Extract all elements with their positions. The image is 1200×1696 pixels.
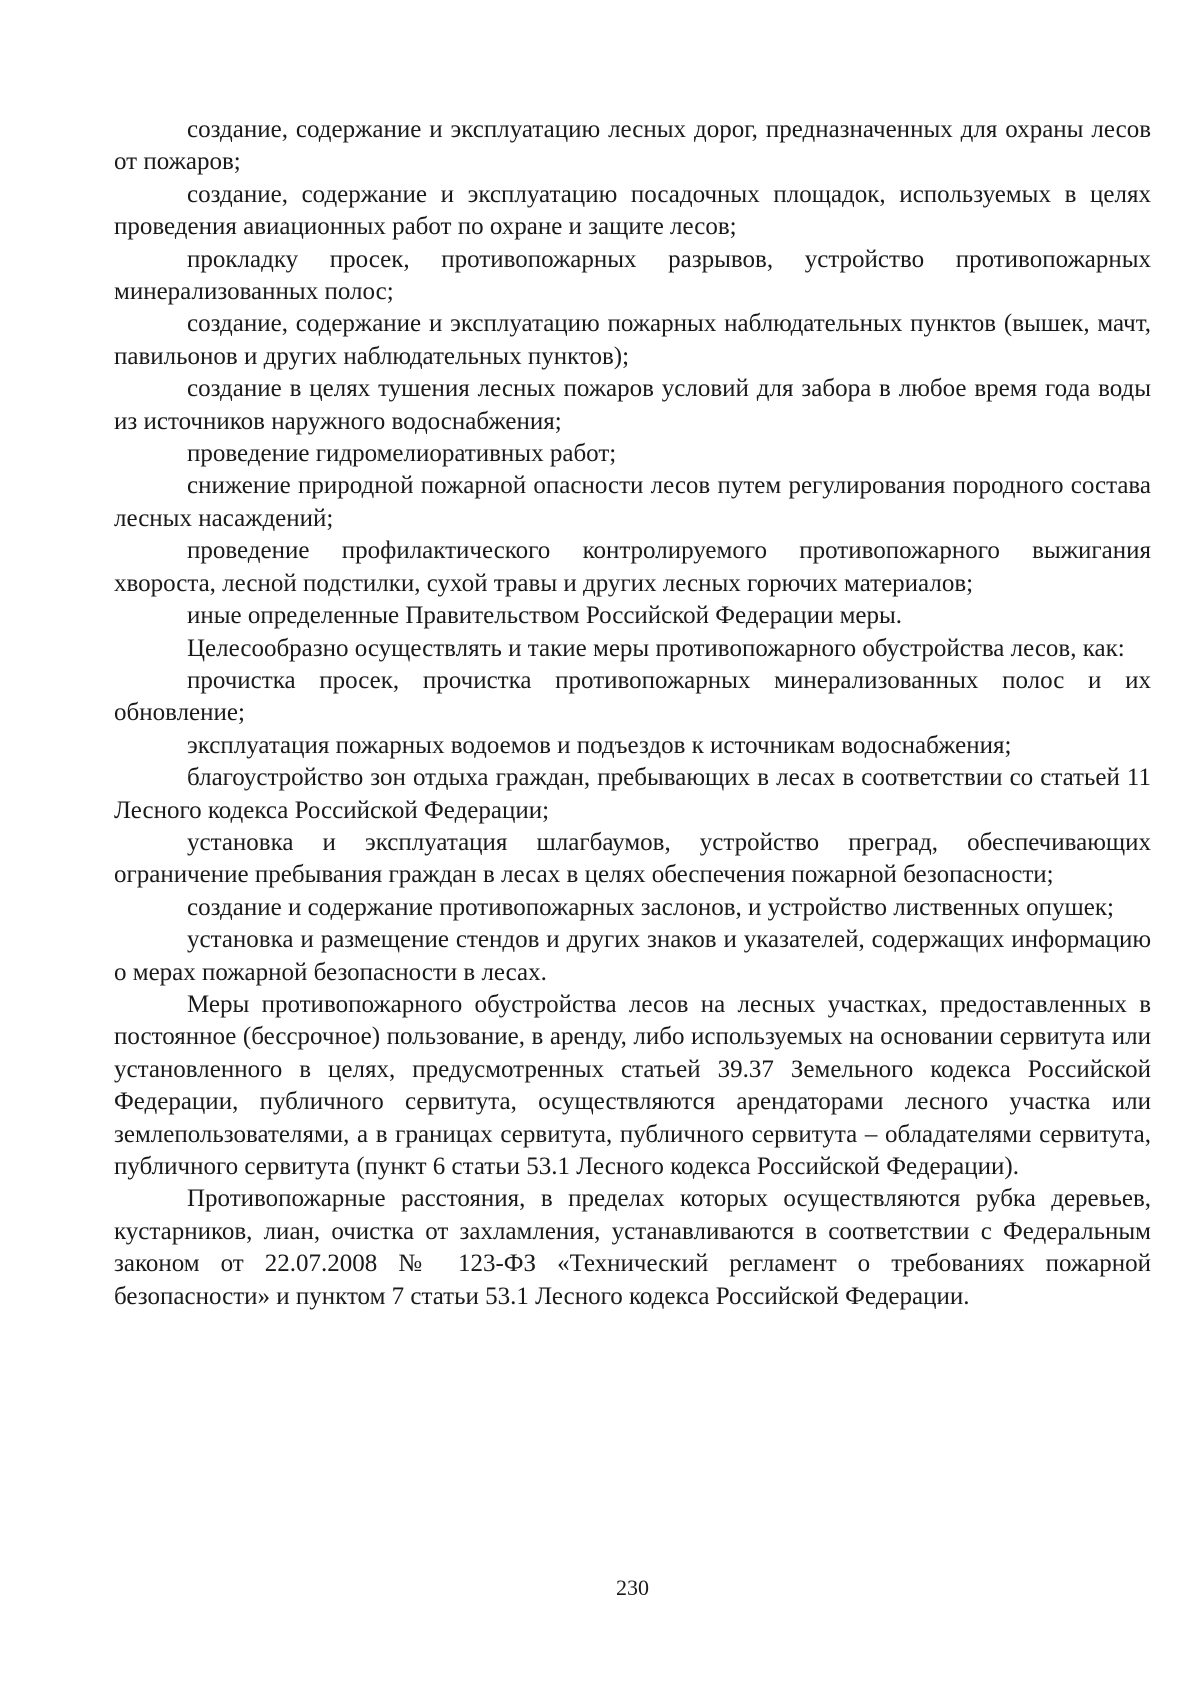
paragraph: благоустройство зон отдыха граждан, пребывающих в лесах в соответствии со статьей 11 Лесного кодекса Российской Федерации; bbox=[114, 764, 1151, 824]
paragraph: прочистка просек, прочистка противопожарных минерализованных полос и их обновление; bbox=[114, 666, 1151, 727]
paragraph: установка и размещение стендов и других знаков и указателей, содержащих информацию о мерах пожарной безопасности в лесах. bbox=[114, 926, 1151, 986]
paragraph: создание, содержание и эксплуатацию посадочных площадок, используемых в целях проведения авиационных работ по охране и защите лесов; bbox=[114, 180, 1151, 241]
paragraph: создание, содержание и эксплуатацию лесных дорог, предназначенных для охраны лесов от пожаров; bbox=[114, 116, 1151, 176]
paragraph: установка и эксплуатация шлагбаумов, устройство преград, обеспечивающих ограничение пребывания граждан в лесах в целях обеспечения пожарной безопасности; bbox=[114, 828, 1151, 889]
paragraph: создание, содержание и эксплуатацию пожарных наблюдательных пунктов (вышек, мачт, павильонов и других наблюдательных пунктов); bbox=[114, 310, 1151, 370]
paragraph: создание в целях тушения лесных пожаров условий для забора в любое время года воды из источников наружного водоснабжения; bbox=[114, 375, 1151, 435]
paragraph: Целесообразно осуществлять и такие меры противопожарного обустройства лесов, как: bbox=[187, 634, 1125, 662]
paragraph: создание и содержание противопожарных заслонов, и устройство лиственных опушек; bbox=[187, 893, 1114, 921]
paragraph: Противопожарные расстояния, в пределах которых осуществляются рубка деревьев, кустарников, лиан, очистка от захламления, устанавливаются в соответствии с Федеральным законом от 22.07.2008 № 123-ФЗ «Технический регламент о требованиях пожарной безопасности» и пунктом 7 статьи 53.1 Лесного кодекса Российской Федерации. bbox=[114, 1185, 1151, 1310]
paragraph: Меры противопожарного обустройства лесов на лесных участках, предоставленных в постоянное (бессрочное) пользование, в аренду, либо используемых на основании сервитута или установленного в целях, предусмотренных статьей 39.37 Земельного кодекса Российской Федерации, публичного сервитута, осуществляются арендаторами лесного участка или землепользователями, а в границах сервитута, публичного сервитута – обладателями сервитута, публичного сервитута (пункт 6 статьи 53.1 Лесного кодекса Российской Федерации). bbox=[114, 990, 1151, 1180]
paragraph: прокладку просек, противопожарных разрывов, устройство противопожарных минерализованных полос; bbox=[114, 245, 1151, 306]
paragraph: снижение природной пожарной опасности лесов путем регулирования породного состава лесных насаждений; bbox=[114, 472, 1151, 532]
paragraph: иные определенные Правительством Российской Федерации меры. bbox=[187, 602, 903, 630]
paragraph: проведение профилактического контролируемого противопожарного выжигания хвороста, лесной подстилки, сухой травы и других лесных горючих материалов; bbox=[114, 537, 1151, 597]
paragraph: проведение гидромелиоративных работ; bbox=[187, 440, 617, 468]
page-number: 230 bbox=[616, 1575, 649, 1600]
document-body bbox=[114, 114, 1151, 1313]
paragraph: эксплуатация пожарных водоемов и подъездов к источникам водоснабжения; bbox=[187, 731, 1012, 759]
